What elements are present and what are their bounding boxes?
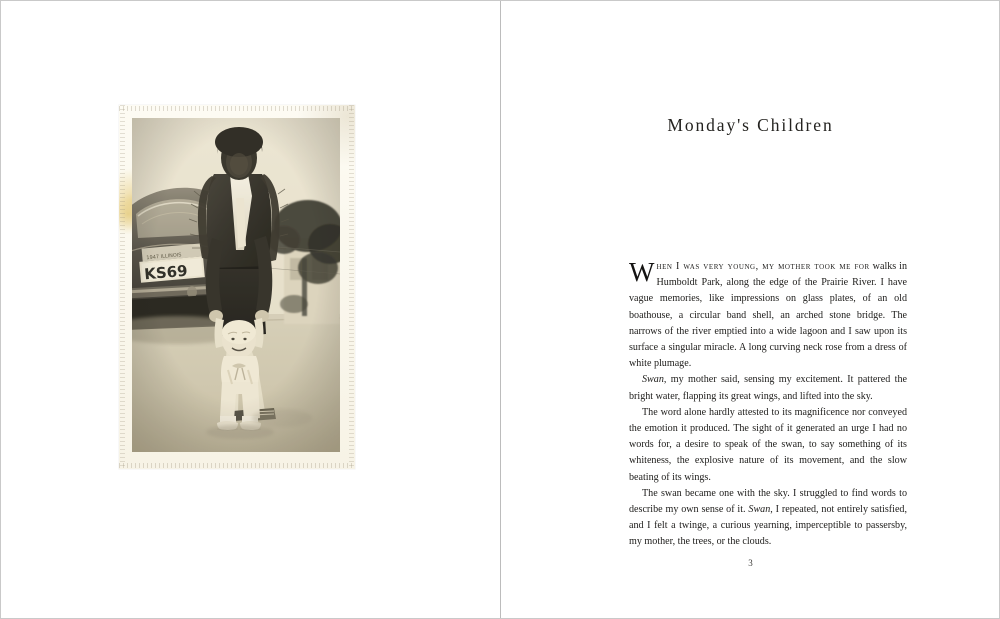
paragraph-2 xyxy=(629,372,907,404)
paragraph-4-italic-word: Swan xyxy=(748,504,771,516)
deckle-edge-left xyxy=(120,105,125,469)
left-page xyxy=(1,1,500,618)
photograph-print xyxy=(119,105,355,469)
right-page xyxy=(501,1,1000,618)
body-text-block xyxy=(629,259,907,551)
deckle-edge-bottom xyxy=(119,463,355,468)
paragraph-2-text: , my mother said, sensing my excitement. It pattered the bright water, flapping its great wings, and lifted into the sky. xyxy=(629,374,907,402)
drop-cap-letter: W xyxy=(629,257,655,287)
paragraph-1 xyxy=(629,259,907,372)
paragraph-1-smallcaps-lead: hen I was very young, my mother took me for xyxy=(656,261,870,272)
paragraph-3-text: The word alone hardly attested to its magnificence nor conveyed the emotion it produced. The sight of it generated an urge I had no words for, a desire to speak of the swan, to say something of its whiteness, the explosive nature of its movement, and the slow beating of its wings. xyxy=(629,406,907,483)
paragraph-4-text-a: The swan became one with the sky. I struggled to find words to describe my own sense of it. xyxy=(629,487,907,516)
paragraph-2-italic-word: Swan xyxy=(642,374,664,386)
chapter-title: Monday's Children xyxy=(667,115,834,135)
vintage-photograph-image xyxy=(132,118,340,452)
paragraph-4-text-b: , I repeated, not entirely satisfied, and I felt a twinge, a curious yearning, imperceptible to passersby, my mother, the trees, or the clouds. xyxy=(629,504,907,548)
deckle-edge-right xyxy=(349,105,354,469)
deckle-edge-top xyxy=(119,106,355,111)
page-number: 3 xyxy=(748,558,753,568)
paragraph-1-text: walks in Humboldt Park, along the edge of the Prairie River. I have vague memories, like impressions on glass plates, of an old boathouse, a circular band shell, an arched stone bridge. The narrows of the river emptied into a wide lagoon and I saw upon its surface a singular miracle. A long curving neck rose from a dress of white plumage. xyxy=(629,261,908,370)
paragraph-4 xyxy=(629,486,907,551)
paragraph-3 xyxy=(629,405,907,486)
